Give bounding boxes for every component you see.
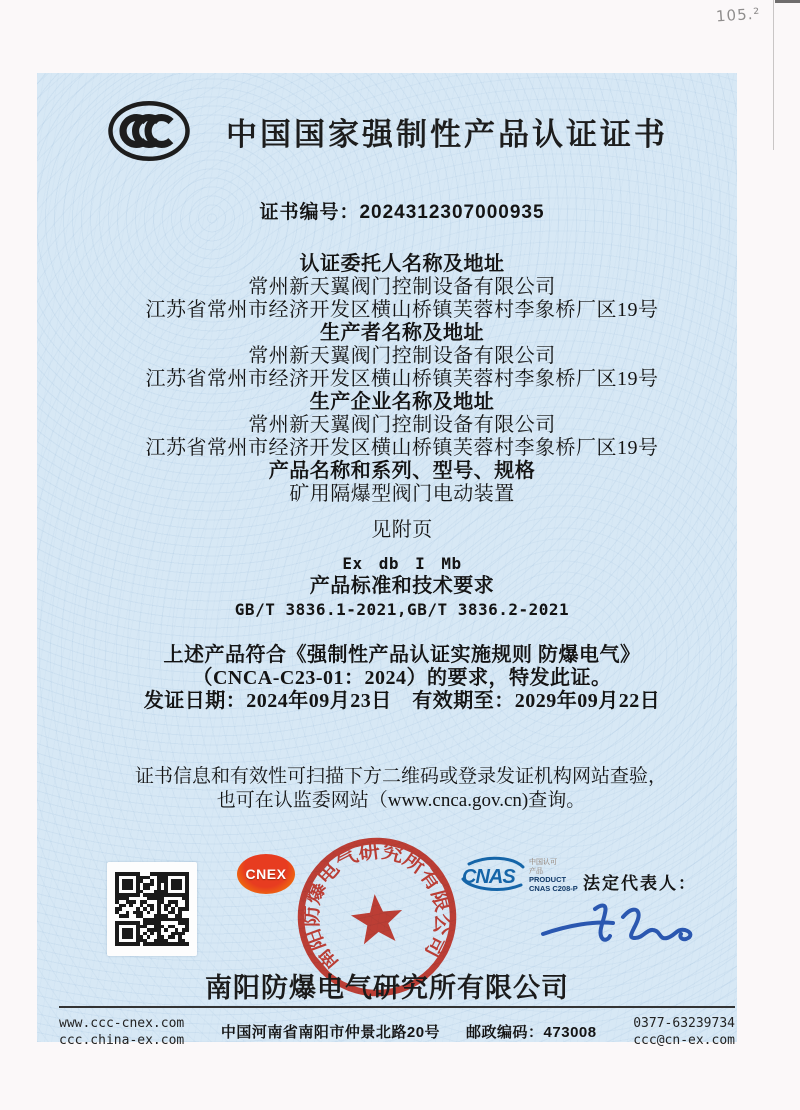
legal-representative-label: 法定代表人： <box>583 874 697 893</box>
footer-website: www.ccc-cnex.com <box>59 1016 185 1031</box>
dates-line: 发证日期：2024年09月23日 有效期至：2029年09月22日 <box>143 690 661 712</box>
footer-email: ccc@cn-ex.com <box>633 1033 735 1048</box>
cnas-label: CNAS <box>462 866 515 888</box>
cert-line: 生产企业名称及地址 <box>309 391 495 413</box>
qr-code-box <box>107 862 197 956</box>
cert-line: 常州新天翼阀门控制设备有限公司 <box>248 345 556 367</box>
qr-code <box>115 872 189 946</box>
ex-marking: Ex db I Mb <box>342 554 462 573</box>
ccc-logo-icon <box>106 95 192 167</box>
page-title: 中国国家强制性产品认证证书 <box>226 116 668 152</box>
notice-line: 也可在认监委网站（www.cnca.gov.cn)查询。 <box>216 790 586 811</box>
cert-line: 产品名称和系列、型号、规格 <box>268 460 536 482</box>
cert-line: 认证委托人名称及地址 <box>299 253 505 275</box>
footer-website: ccc.china-ex.com <box>59 1033 185 1048</box>
footer-address-block <box>221 1021 597 1042</box>
footer-divider <box>59 1006 735 1008</box>
cert-line: 江苏省常州市经济开发区横山桥镇芙蓉村李象桥厂区19号 <box>145 368 659 390</box>
notice-line: 证书信息和有效性可扫描下方二维码或登录发证机构网站查验， <box>134 766 667 787</box>
footer <box>59 1012 735 1049</box>
cert-line: 矿用隔爆型阀门电动装置 <box>289 483 515 505</box>
seal-star-icon <box>349 891 405 945</box>
cnas-logo <box>461 856 578 894</box>
cert-line: 江苏省常州市经济开发区横山桥镇芙蓉村李象桥厂区19号 <box>145 437 659 459</box>
cert-line: 产品标准和技术要求 <box>309 575 495 597</box>
footer-address: 中国河南省南阳市仲景北路20号 <box>220 1024 441 1041</box>
cert-line: （CNCA-C23-01：2024）的要求，特发此证。 <box>192 667 612 689</box>
cert-line: 见附页 <box>371 519 433 541</box>
scan-corner-mark <box>775 0 800 3</box>
seal-text: 南阳防爆电气研究所有限公司 <box>300 840 454 975</box>
cnas-accreditation-text: 中国认可 产品 PRODUCT CNAS C208-P <box>529 859 578 893</box>
security-background <box>37 73 737 1048</box>
footer-phone: 0377-63239734 <box>633 1016 735 1031</box>
cnas-swoosh-icon <box>461 856 525 894</box>
certificate-body <box>67 253 737 713</box>
corner-note: 105.² <box>715 4 761 26</box>
certificate-number: 证书编号：2024312307000935 <box>259 202 545 223</box>
cert-line: 生产者名称及地址 <box>320 322 484 344</box>
cnex-logo-label: CNEX <box>245 866 287 882</box>
footer-contact <box>633 1015 735 1049</box>
standards-line: GB/T 3836.1-2021,GB/T 3836.2-2021 <box>234 600 570 619</box>
signature <box>535 897 710 955</box>
issuer-name: 南阳防爆电气研究所有限公司 <box>205 973 569 1003</box>
cert-line: 常州新天翼阀门控制设备有限公司 <box>248 414 556 436</box>
scan-edge-line <box>773 0 774 150</box>
cert-line: 江苏省常州市经济开发区横山桥镇芙蓉村李象桥厂区19号 <box>145 299 659 321</box>
footer-websites <box>59 1015 184 1049</box>
footer-postcode: 邮政编码：473008 <box>466 1024 597 1041</box>
verification-notice <box>65 765 737 813</box>
cert-line: 上述产品符合《强制性产品认证实施规则 防爆电气》 <box>163 644 641 666</box>
certificate-header <box>37 95 737 167</box>
cert-line: 常州新天翼阀门控制设备有限公司 <box>248 276 556 298</box>
